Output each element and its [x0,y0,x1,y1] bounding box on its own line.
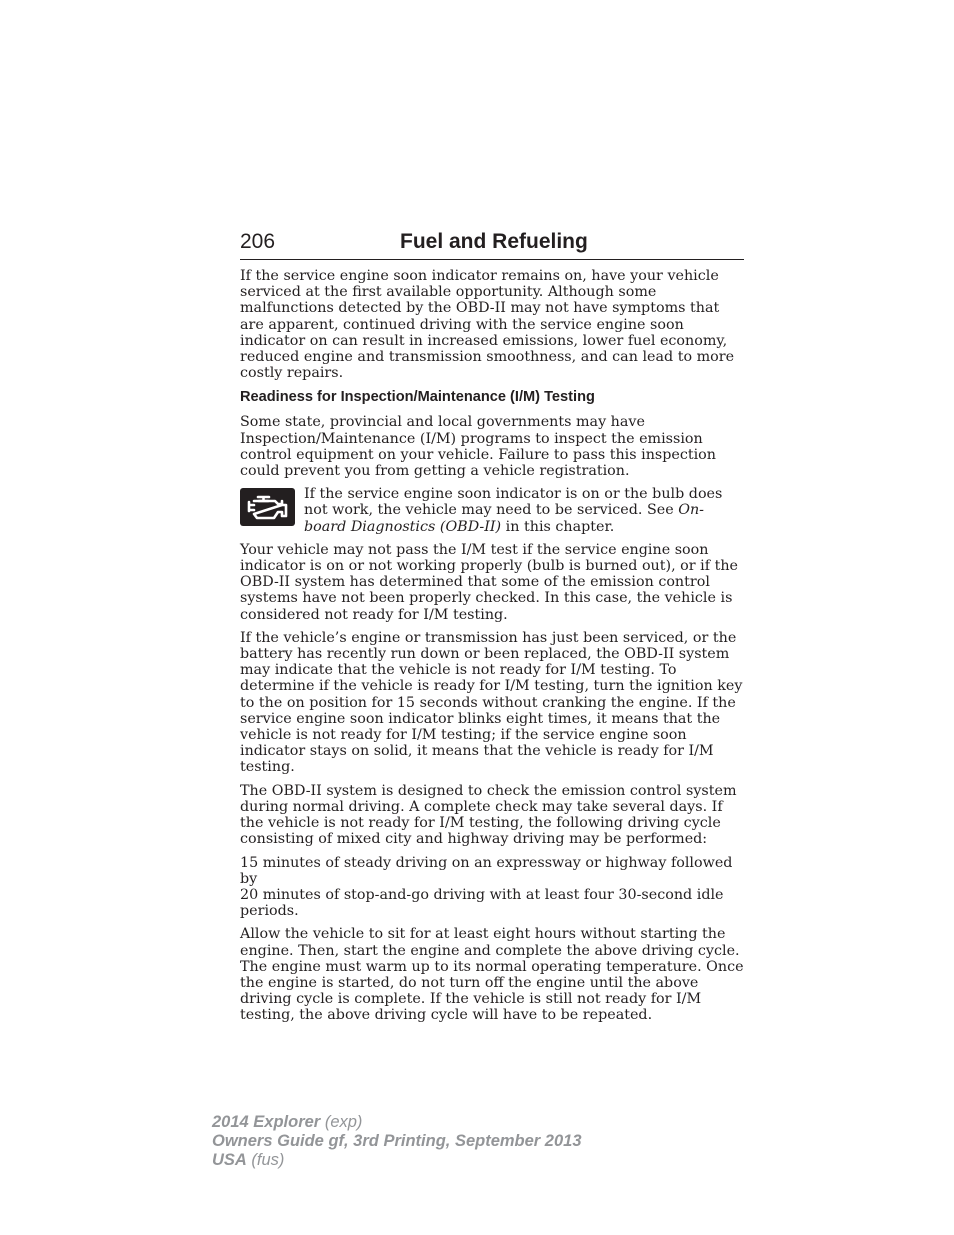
footer-printing: Owners Guide gf, 3rd Printing, September 2013 [212,1132,582,1150]
footer-market-code: (fus) [246,1151,285,1169]
indicator-note [240,486,746,535]
indicator-text [304,486,746,535]
paragraph-designed: The OBD-II system is designed to check the emission control system during normal driving. A complete check may take several days. If the vehicle is not ready for I/M testing, the following driving cycle consisting of mixed city and highway driving may be performed: [240,782,737,848]
paragraph-allow: Allow the vehicle to sit for at least eight hours without starting the engine. Then, start the engine and complete the above driving cycle. The engine must warm up to its normal operating temperature. Once the engine is started, do not turn off the engine until the above driving cycle is complete. If the vehicle is still not ready for I/M testing, the above driving cycle will have to be repeated. [240,926,744,1024]
footer-model: 2014 Explorer [212,1113,321,1131]
page-header [240,228,744,260]
engine-warning-icon [240,488,295,526]
footer-model-code: (exp) [320,1113,363,1131]
paragraph-programs: Some state, provincial and local governments may have Inspection/Maintenance (I/M) programs to inspect the emission control equipment on your vehicle. Failure to pass this inspection could prevent you from getting a vehicle registration. [240,414,716,480]
driving-cycle-line-1: 15 minutes of steady driving on an expressway or highway followed by [240,854,733,887]
chapter-title: Fuel and Refueling [400,230,588,253]
paragraph-driving-cycle [240,855,746,920]
footer-line-1 [212,1113,582,1132]
paragraph-not-pass: Your vehicle may not pass the I/M test if the service engine soon indicator is on or not working properly (bulb is burned out), or if the OBD-II system has determined that some of the emission control systems have not been properly checked. In this case, the vehicle is considered not ready for I/M testing. [240,541,738,623]
obd-reference-link[interactable]: On-board Diagnostics (OBD-II) [304,502,704,535]
indicator-text-before: If the service engine soon indicator is on or the bulb does not work, the vehicle may need to be serviced. See [304,486,723,519]
indicator-text-after: in this chapter. [501,518,615,535]
footer-market: USA [212,1151,247,1169]
footer-line-2 [212,1132,582,1151]
footer-line-3 [212,1151,582,1170]
driving-cycle-line-2: 20 minutes of stop-and-go driving with at least four 30-second idle periods. [240,886,724,920]
page-content [240,268,746,1031]
page-number: 206 [240,230,276,253]
page-footer [212,1113,582,1170]
paragraph-serviced: If the vehicle’s engine or transmission has just been serviced, or the battery has recently run down or been replaced, the OBD-II system may indicate that the vehicle is not ready for I/M testing. To determine if the vehicle is ready for I/M testing, turn the ignition key to the on position for 15 seconds without cranking the engine. If the service engine soon indicator blinks eight times, it means that the vehicle is not ready for I/M testing; if the service engine soon indicator stays on solid, it means that the vehicle is ready for I/M testing. [240,629,743,776]
section-heading: Readiness for Inspection/Maintenance (I/M) Testing [240,389,595,406]
paragraph-intro: If the service engine soon indicator remains on, have your vehicle serviced at the first available opportunity. Although some malfunctions detected by the OBD-II may not have symptoms that are apparent, continued driving with the service engine soon indicator on can result in increased emissions, lower fuel economy, reduced engine and transmission smoothness, and can lead to more costly repairs. [240,268,735,382]
